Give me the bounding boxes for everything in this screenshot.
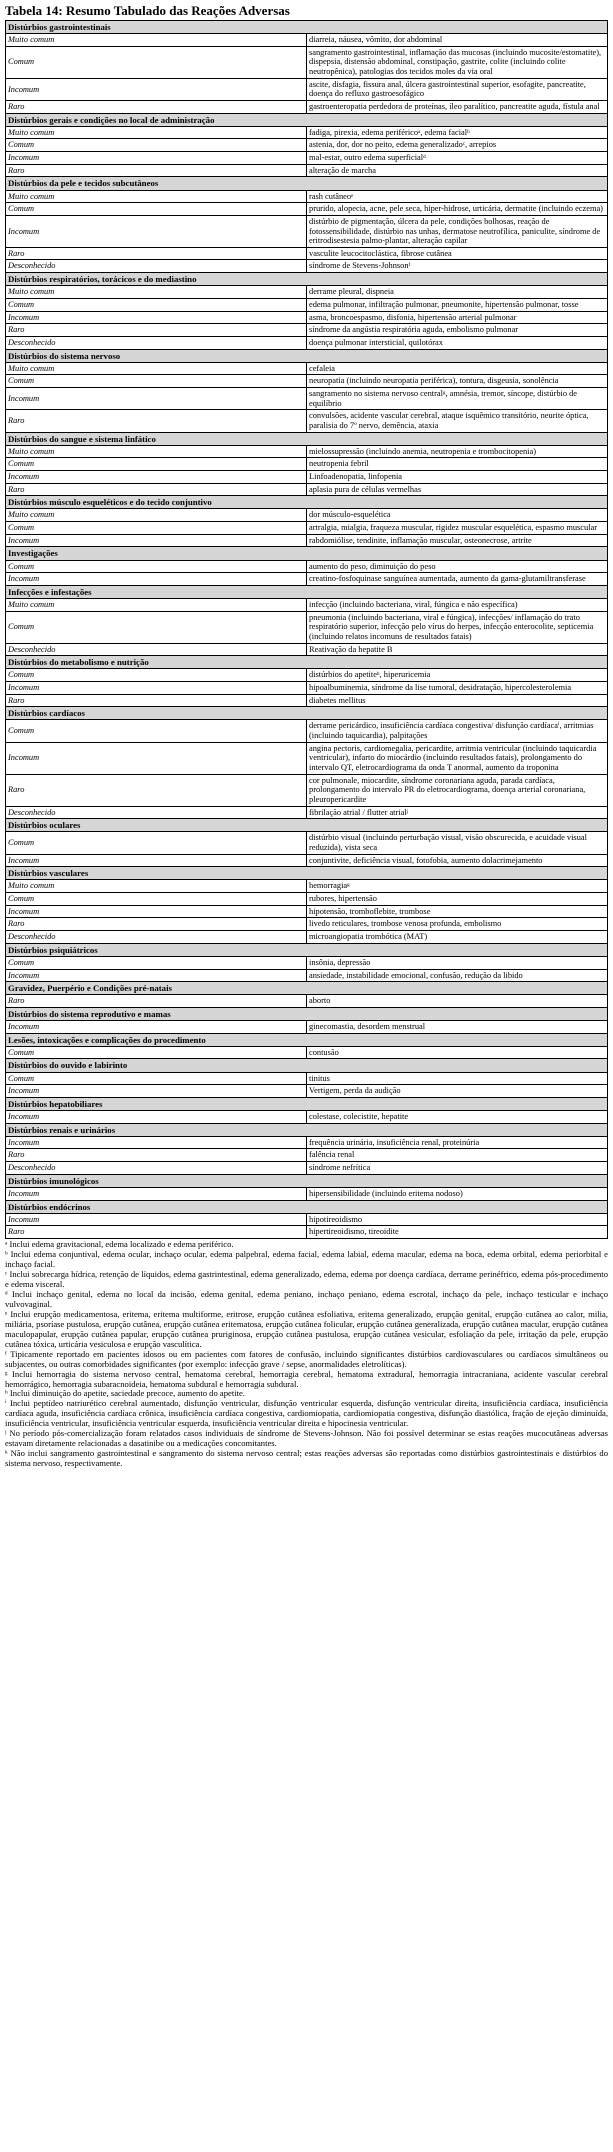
table-title: Tabela 14: Resumo Tabulado das Reações Adversas bbox=[5, 3, 290, 18]
table-row bbox=[6, 681, 608, 694]
reaction-cell: rabdomiólise, tendinite, inflamação muscular, osteonecrose, artrite bbox=[307, 534, 608, 547]
section-header bbox=[6, 1007, 608, 1020]
frequency-cell: Incomum bbox=[6, 387, 307, 409]
reaction-cell: sangramento no sistema nervoso centralᵍ, amnésia, tremor, síncope, distúrbio de equilíbrio bbox=[307, 387, 608, 409]
table-row bbox=[6, 410, 608, 432]
section-title: Distúrbios respiratórios, torácicos e do mediastino bbox=[6, 273, 608, 286]
footnote: ᵃ Inclui edema gravitacional, edema localizado e edema periférico. bbox=[5, 1238, 234, 1249]
frequency-cell: Incomum bbox=[6, 1021, 307, 1034]
reaction-cell: dor músculo-esquelética bbox=[307, 509, 608, 522]
section-title: Distúrbios músculo esqueléticos e do tecido conjuntivo bbox=[6, 496, 608, 509]
frequency-cell: Incomum bbox=[6, 1213, 307, 1226]
frequency-cell: Muito comum bbox=[6, 34, 307, 47]
table-row bbox=[6, 774, 608, 806]
reaction-cell: síndrome da angústia respiratória aguda, embolismo pulmonar bbox=[307, 324, 608, 337]
frequency-cell: Muito comum bbox=[6, 362, 307, 375]
frequency-cell: Comum bbox=[6, 522, 307, 535]
table-row bbox=[6, 1021, 608, 1034]
table-row bbox=[6, 509, 608, 522]
section-title: Distúrbios gerais e condições no local de administração bbox=[6, 113, 608, 126]
frequency-cell: Raro bbox=[6, 483, 307, 496]
reaction-cell: Vertigem, perda da audição bbox=[307, 1085, 608, 1098]
section-title: Distúrbios oculares bbox=[6, 819, 608, 832]
reaction-cell: convulsões, acidente vascular cerebral, ataque isquêmico transitório, neurite óptica, paralisia do 7º nervo, demência, ataxia bbox=[307, 410, 608, 432]
table-row bbox=[6, 1162, 608, 1175]
table-row bbox=[6, 1111, 608, 1124]
frequency-cell: Raro bbox=[6, 247, 307, 260]
frequency-cell: Comum bbox=[6, 203, 307, 216]
reaction-cell: rash cutâneoᵉ bbox=[307, 190, 608, 203]
reaction-cell: diarreia, náusea, vômito, dor abdominal bbox=[307, 34, 608, 47]
footnote: ᵏ Não inclui sangramento gastrointestinal e sangramento do sistema nervoso central; estas reações adversas são reportadas como distúrbios gastrointestinais e distúrbios do sistema nervoso, respectivamente. bbox=[5, 1448, 608, 1469]
reaction-cell: Linfoadenopatia, linfopenia bbox=[307, 471, 608, 484]
reaction-cell: mal-estar, outro edema superficialᵈ bbox=[307, 152, 608, 165]
table-row bbox=[6, 995, 608, 1008]
section-header bbox=[6, 177, 608, 190]
table-row bbox=[6, 298, 608, 311]
frequency-cell: Muito comum bbox=[6, 880, 307, 893]
section-header bbox=[6, 496, 608, 509]
footnote: ᵍ Inclui hemorragia do sistema nervoso central, hematoma cerebral, hemorragia cerebral, hematoma extradural, hemorragia intracraniana, acidente vascular cerebral hemorrágico, hemorragia subaracnoideia, hematoma subdural e hemorragia subdural. bbox=[5, 1368, 608, 1389]
table-row bbox=[6, 1072, 608, 1085]
section-title: Distúrbios vasculares bbox=[6, 867, 608, 880]
footnotes bbox=[5, 1240, 608, 1469]
section-header bbox=[6, 349, 608, 362]
section-header bbox=[6, 819, 608, 832]
reaction-cell: cefaleia bbox=[307, 362, 608, 375]
frequency-cell: Comum bbox=[6, 611, 307, 643]
frequency-cell: Raro bbox=[6, 1149, 307, 1162]
reaction-cell: fadiga, pirexia, edema periféricoᵃ, edema facialᵇ bbox=[307, 126, 608, 139]
section-header bbox=[6, 1123, 608, 1136]
frequency-cell: Comum bbox=[6, 458, 307, 471]
section-title: Investigações bbox=[6, 547, 608, 560]
section-header bbox=[6, 21, 608, 34]
frequency-cell: Incomum bbox=[6, 854, 307, 867]
frequency-cell: Muito comum bbox=[6, 598, 307, 611]
reaction-cell: sangramento gastrointestinal, inflamação das mucosas (incluindo mucosite/estomatite), dispepsia, distensão abdominal, constipação, gastrite, colite (incluindo colite neutropênica), patologias dos tecidos moles da via oral bbox=[307, 46, 608, 78]
section-title: Distúrbios do sistema nervoso bbox=[6, 349, 608, 362]
reaction-cell: ginecomastia, desordem menstrual bbox=[307, 1021, 608, 1034]
frequency-cell: Raro bbox=[6, 101, 307, 114]
reaction-cell: pneumonia (incluindo bacteriana, viral e fúngica), infecções/ inflamação do trato respiratório superior, infecção pelo vírus do herpes, infecção enterocolite, septicemia (incluindo relatos incomuns de resultados fatais) bbox=[307, 611, 608, 643]
reaction-cell: alteração de marcha bbox=[307, 164, 608, 177]
section-title: Distúrbios cardíacos bbox=[6, 707, 608, 720]
reaction-cell: distúrbios do apetiteʰ, hiperuricemia bbox=[307, 669, 608, 682]
section-title: Distúrbios renais e urinários bbox=[6, 1123, 608, 1136]
table-row bbox=[6, 311, 608, 324]
section-header bbox=[6, 113, 608, 126]
section-title: Distúrbios do ouvido e labirinto bbox=[6, 1059, 608, 1072]
table-row bbox=[6, 806, 608, 819]
footnote: ʲ No período pós-comercialização foram relatados casos individuais de síndrome de Stevens-Johnson. Não foi possível determinar se estas reações mucocutâneas adversas estavam diretamente relacionadas a dasatinibe ou a medicações concomitantes. bbox=[5, 1428, 608, 1449]
frequency-cell: Comum bbox=[6, 669, 307, 682]
table-row bbox=[6, 669, 608, 682]
frequency-cell: Comum bbox=[6, 139, 307, 152]
reaction-cell: prurido, alopecia, acne, pele seca, hiper-hidrose, urticária, dermatite (incluindo eczema) bbox=[307, 203, 608, 216]
section-header bbox=[6, 656, 608, 669]
table-row bbox=[6, 1046, 608, 1059]
frequency-cell: Comum bbox=[6, 956, 307, 969]
table-row bbox=[6, 931, 608, 944]
table-row bbox=[6, 215, 608, 247]
adverse-reactions-table-body bbox=[6, 21, 608, 1239]
reaction-cell: ansiedade, instabilidade emocional, confusão, redução da libido bbox=[307, 969, 608, 982]
frequency-cell: Muito comum bbox=[6, 286, 307, 299]
table-row bbox=[6, 203, 608, 216]
section-title: Distúrbios gastrointestinais bbox=[6, 21, 608, 34]
reaction-cell: hipotireoidismo bbox=[307, 1213, 608, 1226]
table-row bbox=[6, 1226, 608, 1239]
table-row bbox=[6, 152, 608, 165]
frequency-cell: Incomum bbox=[6, 78, 307, 100]
frequency-cell: Incomum bbox=[6, 1136, 307, 1149]
frequency-cell: Muito comum bbox=[6, 509, 307, 522]
reaction-cell: fibrilação atrial / flutter atrialʲ bbox=[307, 806, 608, 819]
table-row bbox=[6, 918, 608, 931]
table-row bbox=[6, 375, 608, 388]
frequency-cell: Incomum bbox=[6, 742, 307, 774]
table-row bbox=[6, 260, 608, 273]
table-row bbox=[6, 854, 608, 867]
table-row bbox=[6, 190, 608, 203]
reaction-cell: neutropenia febril bbox=[307, 458, 608, 471]
table-row bbox=[6, 324, 608, 337]
table-row bbox=[6, 1136, 608, 1149]
section-header bbox=[6, 943, 608, 956]
table-row bbox=[6, 336, 608, 349]
section-header bbox=[6, 1174, 608, 1187]
table-row bbox=[6, 445, 608, 458]
reaction-cell: Reativação da hepatite B bbox=[307, 643, 608, 656]
table-row bbox=[6, 78, 608, 100]
table-row bbox=[6, 471, 608, 484]
frequency-cell: Comum bbox=[6, 375, 307, 388]
section-header bbox=[6, 585, 608, 598]
section-header bbox=[6, 867, 608, 880]
reaction-cell: livedo reticulares, trombose venosa profunda, embolismo bbox=[307, 918, 608, 931]
reaction-cell: astenia, dor, dor no peito, edema generalizadoᶜ, arrepios bbox=[307, 139, 608, 152]
section-title: Distúrbios do metabolismo e nutrição bbox=[6, 656, 608, 669]
section-header bbox=[6, 1200, 608, 1213]
table-row bbox=[6, 362, 608, 375]
footnote: ⁱ Inclui peptídeo natriurético cerebral aumentado, disfunção ventricular, disfunção ventricular esquerda, disfunção ventricular direita, insuficiência cardíaca, insuficiência cardíaca aguda, insuficiência cardíaca crônica, insuficiência cardíaca congestiva, cardiomiopatia, cardiomiopatia congestiva, disfunção diastólica, fração de ejeção diminuída, insuficiência ventricular, insuficiência ventricular esquerda, insuficiência ventricular direita e hipocinesia ventricular. bbox=[5, 1398, 608, 1429]
section-header bbox=[6, 1059, 608, 1072]
table-row bbox=[6, 832, 608, 854]
table-row bbox=[6, 522, 608, 535]
table-row bbox=[6, 969, 608, 982]
frequency-cell: Comum bbox=[6, 832, 307, 854]
reaction-cell: aumento do peso, diminuição do peso bbox=[307, 560, 608, 573]
frequency-cell: Incomum bbox=[6, 215, 307, 247]
table-row bbox=[6, 1213, 608, 1226]
table-row bbox=[6, 247, 608, 260]
reaction-cell: neuropatia (incluindo neuropatia periférica), tontura, disgeusia, sonolência bbox=[307, 375, 608, 388]
section-title: Gravidez, Puerpério e Condições pré-natais bbox=[6, 982, 608, 995]
table-row bbox=[6, 956, 608, 969]
section-title: Distúrbios hepatobiliares bbox=[6, 1097, 608, 1110]
frequency-cell: Comum bbox=[6, 298, 307, 311]
frequency-cell: Muito comum bbox=[6, 445, 307, 458]
reaction-cell: doença pulmonar intersticial, quilotórax bbox=[307, 336, 608, 349]
frequency-cell: Comum bbox=[6, 1072, 307, 1085]
table-row bbox=[6, 1085, 608, 1098]
table-row bbox=[6, 598, 608, 611]
reaction-cell: hipoalbuminemia, síndrome da lise tumoral, desidratação, hipercolesterolemia bbox=[307, 681, 608, 694]
reaction-cell: rubores, hipertensão bbox=[307, 893, 608, 906]
reaction-cell: falência renal bbox=[307, 1149, 608, 1162]
section-header bbox=[6, 1097, 608, 1110]
frequency-cell: Comum bbox=[6, 720, 307, 742]
reaction-cell: infecção (incluindo bacteriana, viral, fúngica e não específica) bbox=[307, 598, 608, 611]
reaction-cell: conjuntivite, deficiência visual, fotofobia, aumento dolacrimejamento bbox=[307, 854, 608, 867]
table-row bbox=[6, 643, 608, 656]
frequency-cell: Desconhecido bbox=[6, 931, 307, 944]
table-row bbox=[6, 611, 608, 643]
section-title: Distúrbios imunológicos bbox=[6, 1174, 608, 1187]
frequency-cell: Incomum bbox=[6, 1187, 307, 1200]
frequency-cell: Raro bbox=[6, 410, 307, 432]
reaction-cell: creatino-fosfoquinase sanguínea aumentada, aumento da gama-glutamiltransferase bbox=[307, 573, 608, 586]
footnote: ᶜ Inclui sobrecarga hídrica, retenção de líquidos, edema gastrintestinal, edema generalizado, edema, edema por doença cardíaca, derrame perinéfrico, edema pós-procedimento e edema visceral. bbox=[5, 1268, 608, 1289]
table-row bbox=[6, 694, 608, 707]
footnote: ᶠ Tipicamente reportado em pacientes idosos ou em pacientes com fatores de confusão, incluindo significantes distúrbios cardiovasculares ou cardíacos simultâneos ou subjacentes, ou outras comorbidades significantes (por exemplo: infecção grave / sepse, anormalidades eletrolíticas). bbox=[5, 1348, 608, 1369]
frequency-cell: Incomum bbox=[6, 905, 307, 918]
table-row bbox=[6, 905, 608, 918]
reaction-cell: ascite, disfagia, fissura anal, úlcera gastrointestinal superior, esofagite, pancreatite, doença do refluxo gastroesofágico bbox=[307, 78, 608, 100]
table-row bbox=[6, 560, 608, 573]
frequency-cell: Desconhecido bbox=[6, 336, 307, 349]
table-row bbox=[6, 573, 608, 586]
section-header bbox=[6, 982, 608, 995]
reaction-cell: vasculite leucocitoclástica, fibrose cutânea bbox=[307, 247, 608, 260]
section-title: Distúrbios da pele e tecidos subcutâneos bbox=[6, 177, 608, 190]
table-row bbox=[6, 534, 608, 547]
table-row bbox=[6, 286, 608, 299]
frequency-cell: Raro bbox=[6, 324, 307, 337]
frequency-cell: Comum bbox=[6, 893, 307, 906]
reaction-cell: artralgia, mialgia, fraqueza muscular, rigidez muscular esquelética, espasmo muscular bbox=[307, 522, 608, 535]
table-row bbox=[6, 483, 608, 496]
frequency-cell: Raro bbox=[6, 694, 307, 707]
table-row bbox=[6, 164, 608, 177]
table-row bbox=[6, 101, 608, 114]
frequency-cell: Raro bbox=[6, 164, 307, 177]
frequency-cell: Desconhecido bbox=[6, 1162, 307, 1175]
section-header bbox=[6, 1033, 608, 1046]
frequency-cell: Incomum bbox=[6, 1085, 307, 1098]
reaction-cell: angina pectoris, cardiomegalia, pericardite, arritmia ventricular (incluindo taquicardia ventricular), infarto do miocárdio (incluindo resultados fatais), prolongamento do intervalo QT, eletrocardiograma da onda T anormal, aumento da troponina bbox=[307, 742, 608, 774]
reaction-cell: diabetes mellitus bbox=[307, 694, 608, 707]
reaction-cell: cor pulmonale, miocardite, síndrome coronariana aguda, parada cardíaca, prolongamento do intervalo PR do eletrocardiograma, doença arterial coronariana, pleuropericardite bbox=[307, 774, 608, 806]
reaction-cell: mielossupressão (incluindo anemia, neutropenia e trombocitopenia) bbox=[307, 445, 608, 458]
frequency-cell: Comum bbox=[6, 560, 307, 573]
reaction-cell: asma, broncoespasmo, disfonia, hipertensão arterial pulmonar bbox=[307, 311, 608, 324]
table-row bbox=[6, 720, 608, 742]
section-header bbox=[6, 432, 608, 445]
section-header bbox=[6, 707, 608, 720]
footnote: ᵉ Inclui erupção medicamentosa, eritema, eritema multiforme, eritrose, erupção cutânea esfoliativa, eritema generalizado, erupção genital, erupção cutânea ao calor, milia, miliária, psoríase pustulosa, erupção cutânea, erupção cutânea eritematosa, erupção cutânea folicular, erupção cutânea generalizada, erupção cutânea macular, erupção cutânea maculopapular, erupção cutânea papular, erupção cutânea pruriginosa, erupção cutânea pustulosa, erupção cutânea vesicular, esfoliação da pele, irritação da pele, erupção cutânea tóxica, urticária vesiculosa e erupção vasculítica. bbox=[5, 1308, 608, 1349]
frequency-cell: Desconhecido bbox=[6, 806, 307, 819]
adverse-reactions-table bbox=[5, 20, 608, 1239]
table-row bbox=[6, 126, 608, 139]
section-title: Distúrbios do sistema reprodutivo e mamas bbox=[6, 1007, 608, 1020]
table-row bbox=[6, 387, 608, 409]
reaction-cell: hemorragiaᵍ bbox=[307, 880, 608, 893]
reaction-cell: distúrbio visual (incluindo perturbação visual, visão obscurecida, e acuidade visual reduzida), vista seca bbox=[307, 832, 608, 854]
reaction-cell: hipertireoidismo, tireoidite bbox=[307, 1226, 608, 1239]
frequency-cell: Incomum bbox=[6, 1111, 307, 1124]
table-row bbox=[6, 880, 608, 893]
reaction-cell: derrame pleural, dispneia bbox=[307, 286, 608, 299]
reaction-cell: síndrome nefrítica bbox=[307, 1162, 608, 1175]
reaction-cell: contusão bbox=[307, 1046, 608, 1059]
frequency-cell: Raro bbox=[6, 1226, 307, 1239]
footnote: ᵈ Inclui inchaço genital, edema no local da incisão, edema genital, edema peniano, inchaço peniano, edema escrotal, inchaço da pele, inchaço testicular e inchaço vulvovaginal. bbox=[5, 1288, 608, 1309]
frequency-cell: Comum bbox=[6, 46, 307, 78]
frequency-cell: Desconhecido bbox=[6, 260, 307, 273]
frequency-cell: Comum bbox=[6, 1046, 307, 1059]
reaction-cell: hipersensibilidade (incluindo eritema nodoso) bbox=[307, 1187, 608, 1200]
frequency-cell: Incomum bbox=[6, 681, 307, 694]
section-title: Distúrbios psiquiátricos bbox=[6, 943, 608, 956]
reaction-cell: microangiopatia trombótica (MAT) bbox=[307, 931, 608, 944]
reaction-cell: hipotensão, tromboflebite, trombose bbox=[307, 905, 608, 918]
frequency-cell: Raro bbox=[6, 918, 307, 931]
table-row bbox=[6, 1187, 608, 1200]
table-row bbox=[6, 34, 608, 47]
footnote: ʰ Inclui diminuição do apetite, saciedade precoce, aumento do apetite. bbox=[5, 1388, 245, 1399]
section-title: Distúrbios do sangue e sistema linfático bbox=[6, 432, 608, 445]
reaction-cell: frequência urinária, insuficiência renal, proteinúria bbox=[307, 1136, 608, 1149]
section-header bbox=[6, 273, 608, 286]
frequency-cell: Muito comum bbox=[6, 190, 307, 203]
section-title: Distúrbios endócrinos bbox=[6, 1200, 608, 1213]
reaction-cell: aplasia pura de células vermelhas bbox=[307, 483, 608, 496]
frequency-cell: Incomum bbox=[6, 311, 307, 324]
frequency-cell: Raro bbox=[6, 995, 307, 1008]
table-row bbox=[6, 742, 608, 774]
section-title: Infecções e infestações bbox=[6, 585, 608, 598]
frequency-cell: Incomum bbox=[6, 471, 307, 484]
footnote: ᵇ Inclui edema conjuntival, edema ocular, inchaço ocular, edema palpebral, edema facial, edema labial, edema macular, edema na boca, edema orbital, edema periorbital e inchaço facial. bbox=[5, 1248, 608, 1269]
reaction-cell: insônia, depressão bbox=[307, 956, 608, 969]
table-row bbox=[6, 1149, 608, 1162]
table-row bbox=[6, 458, 608, 471]
frequency-cell: Incomum bbox=[6, 969, 307, 982]
table-row bbox=[6, 139, 608, 152]
reaction-cell: derrame pericárdico, insuficiência cardíaca congestiva/ disfunção cardíacaⁱ, arritmias (incluindo taquicardia), palpitações bbox=[307, 720, 608, 742]
frequency-cell: Incomum bbox=[6, 152, 307, 165]
reaction-cell: gastroenteropatia perdedora de proteínas, íleo paralítico, pancreatite aguda, fístula anal bbox=[307, 101, 608, 114]
section-header bbox=[6, 547, 608, 560]
frequency-cell: Raro bbox=[6, 774, 307, 806]
reaction-cell: distúrbio de pigmentação, úlcera da pele, condições bolhosas, reação de fotossensibilidade, distúrbio nas unhas, dermatose neutrofílica, paniculite, síndrome de eritrodisestesia palmo-plantar, alteração capilar bbox=[307, 215, 608, 247]
table-row bbox=[6, 893, 608, 906]
table-row bbox=[6, 46, 608, 78]
section-title: Lesões, intoxicações e complicações do procedimento bbox=[6, 1033, 608, 1046]
frequency-cell: Muito comum bbox=[6, 126, 307, 139]
reaction-cell: síndrome de Stevens-Johnsonᶠ bbox=[307, 260, 608, 273]
frequency-cell: Incomum bbox=[6, 573, 307, 586]
frequency-cell: Desconhecido bbox=[6, 643, 307, 656]
reaction-cell: edema pulmonar, infiltração pulmonar, pneumonite, hipertensão pulmonar, tosse bbox=[307, 298, 608, 311]
reaction-cell: aborto bbox=[307, 995, 608, 1008]
reaction-cell: tinitus bbox=[307, 1072, 608, 1085]
reaction-cell: colestase, colecistite, hepatite bbox=[307, 1111, 608, 1124]
frequency-cell: Incomum bbox=[6, 534, 307, 547]
